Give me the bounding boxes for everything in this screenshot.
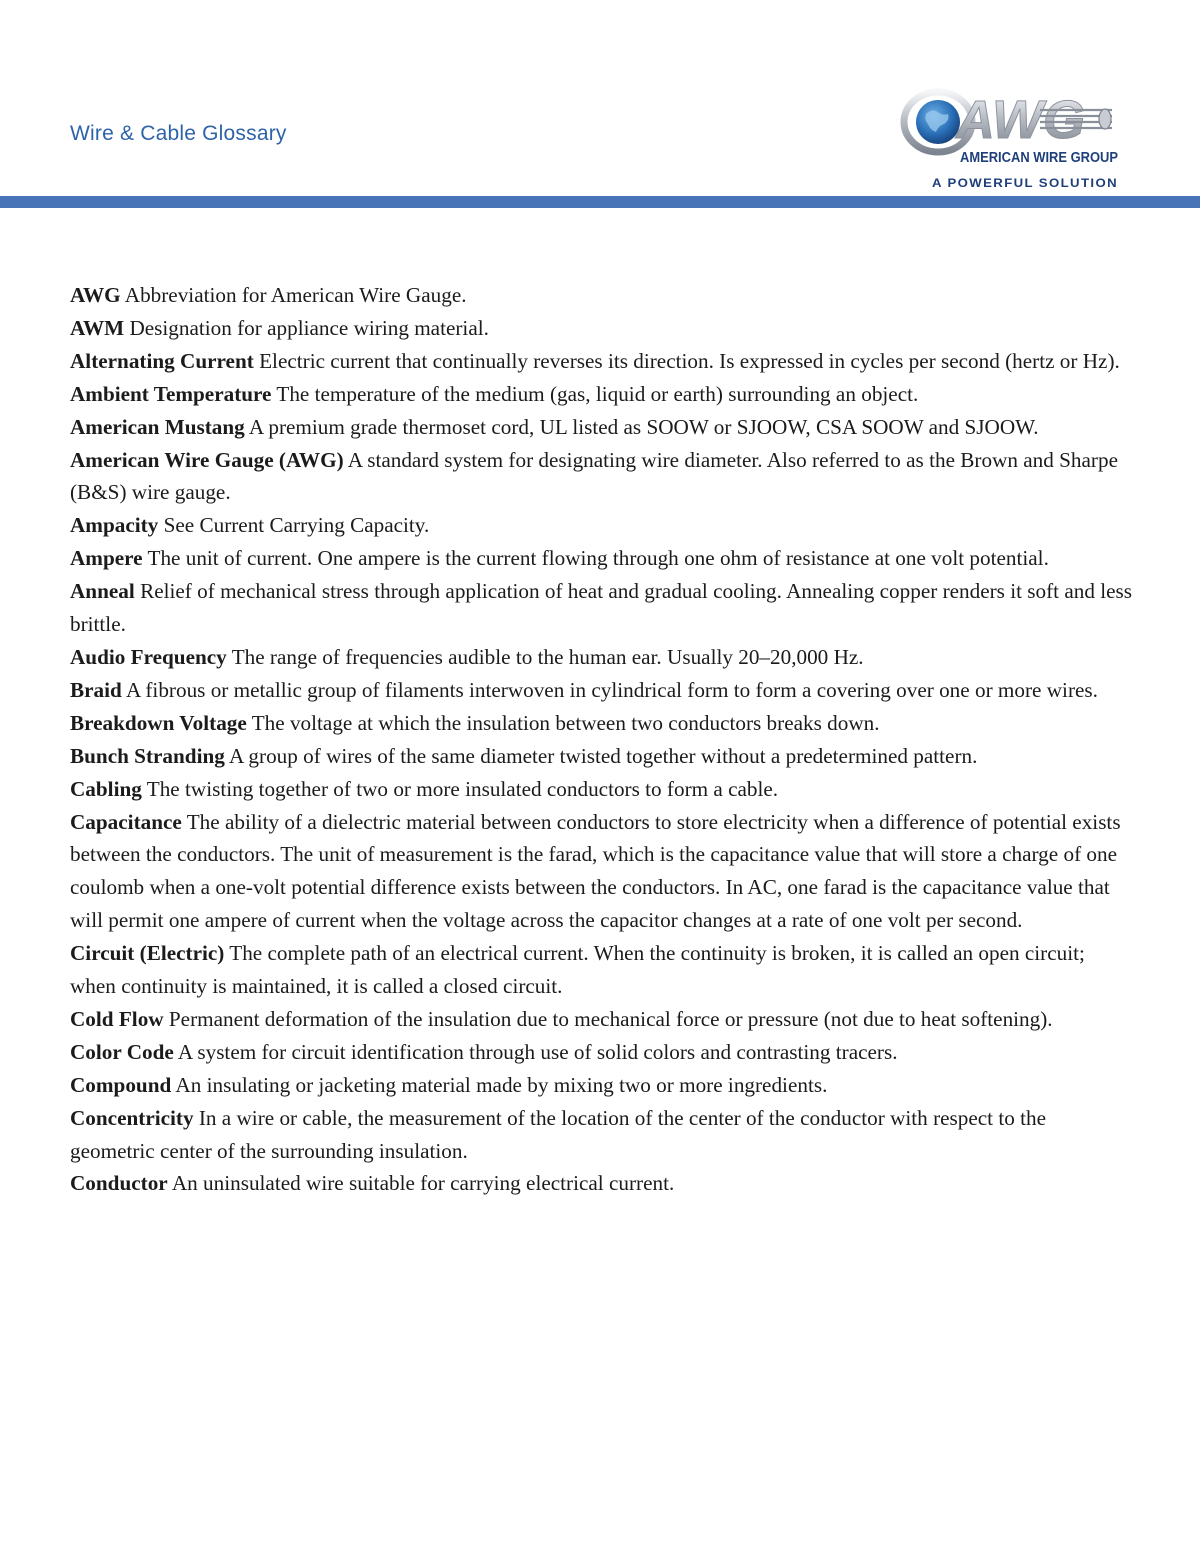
glossary-entry <box>70 378 1136 411</box>
logo-mark-text: AWG <box>956 90 1085 150</box>
glossary-definition: The voltage at which the insulation between two conductors breaks down. <box>251 710 880 735</box>
glossary-term: Conductor <box>70 1171 168 1196</box>
glossary-term: Bunch Stranding <box>70 743 225 768</box>
glossary-definition: A fibrous or metallic group of filaments interwoven in cylindrical form to form a covering over one or more wires. <box>125 677 1098 702</box>
glossary-term: Anneal <box>70 579 135 604</box>
glossary-term: Audio Frequency <box>70 644 227 669</box>
glossary-definition: Permanent deformation of the insulation due to mechanical force or pressure (not due to heat softening). <box>168 1006 1053 1031</box>
glossary-definition: A system for circuit identification through use of solid colors and contrasting tracers. <box>177 1039 898 1064</box>
glossary-definition: Designation for appliance wiring material. <box>129 315 489 340</box>
glossary-entry <box>70 509 1136 542</box>
glossary-entry <box>70 444 1136 510</box>
glossary-entry <box>70 674 1136 707</box>
glossary-entry <box>70 542 1136 575</box>
glossary-entry <box>70 1003 1136 1036</box>
glossary-definition: The twisting together of two or more insulated conductors to form a cable. <box>146 776 779 801</box>
glossary-entry <box>70 641 1136 674</box>
glossary-entry <box>70 740 1136 773</box>
glossary-term: Cabling <box>70 776 142 801</box>
glossary-entry <box>70 575 1136 641</box>
glossary-definition: Relief of mechanical stress through application of heat and gradual cooling. Annealing copper renders it soft and less brittle. <box>70 579 1133 637</box>
glossary-entry <box>70 312 1136 345</box>
page-title: Wire & Cable Glossary <box>70 122 287 145</box>
glossary-entry <box>70 411 1136 444</box>
glossary-term: Braid <box>70 677 122 702</box>
glossary-term: Color Code <box>70 1039 174 1064</box>
glossary-definition: An uninsulated wire suitable for carrying electrical current. <box>171 1171 675 1196</box>
glossary-definition: The range of frequencies audible to the human ear. Usually 20–20,000 Hz. <box>231 644 864 669</box>
glossary-term: Capacitance <box>70 809 182 834</box>
glossary-term: American Mustang <box>70 414 245 439</box>
glossary-definition: A standard system for designating wire diameter. Also referred to as the Brown and Sharpe (B&S) wire gauge. <box>70 447 1118 505</box>
glossary-definition: The complete path of an electrical current. When the continuity is broken, it is called an open circuit; when continuity is maintained, it is called a closed circuit. <box>70 941 1085 999</box>
glossary-term: Alternating Current <box>70 348 254 373</box>
glossary-term: AWM <box>70 315 125 340</box>
glossary-entry <box>70 773 1136 806</box>
glossary-definition: The unit of current. One ampere is the current flowing through one ohm of resistance at one volt potential. <box>147 546 1049 571</box>
glossary-term: Ambient Temperature <box>70 381 272 406</box>
glossary-definition: A premium grade thermoset cord, UL listed as SOOW or SJOOW, CSA SOOW and SJOOW. <box>248 414 1039 439</box>
glossary-term: Ampere <box>70 546 143 571</box>
glossary-term: American Wire Gauge (AWG) <box>70 447 344 472</box>
glossary-definition: Abbreviation for American Wire Gauge. <box>124 283 467 307</box>
awg-logo <box>898 80 1122 192</box>
logo-tagline: A POWERFUL SOLUTION <box>932 178 1118 190</box>
glossary-term: Concentricity <box>70 1105 194 1130</box>
glossary-definition: See Current Carrying Capacity. <box>163 513 430 538</box>
glossary-entry <box>70 345 1136 378</box>
glossary-entry <box>70 1167 1136 1200</box>
glossary-definition: The ability of a dielectric material between conductors to store electricity when a difference of potential exists between the conductors. The unit of measurement is the farad, which is the capacitance value that will store a charge of one coulomb when a one-volt potential difference exists between the conductors. In AC, one farad is the capacitance value that will permit one ampere of current when the voltage across the capacitor changes at a rate of one volt per second. <box>70 809 1121 933</box>
glossary-entry <box>70 707 1136 740</box>
glossary-entry <box>70 937 1136 1003</box>
glossary-entry <box>70 279 1136 312</box>
glossary-term: Compound <box>70 1072 172 1097</box>
glossary-entry <box>70 1036 1136 1069</box>
glossary-definition: In a wire or cable, the measurement of the location of the center of the conductor with respect to the geometric center of the surrounding insulation. <box>70 1105 1047 1163</box>
glossary-definition: The temperature of the medium (gas, liquid or earth) surrounding an object. <box>276 381 919 406</box>
glossary-term: Cold Flow <box>70 1006 164 1031</box>
glossary-entry <box>70 1069 1136 1102</box>
header-divider <box>0 196 1200 208</box>
glossary-entry <box>70 1102 1136 1168</box>
glossary-definition: Electric current that continually reverses its direction. Is expressed in cycles per second (hertz or Hz). <box>259 348 1120 373</box>
glossary-term: AWG <box>70 283 121 307</box>
glossary-definition: A group of wires of the same diameter twisted together without a predetermined pattern. <box>229 743 978 768</box>
logo-company-name: AMERICAN WIRE GROUP <box>960 150 1119 166</box>
glossary-term: Circuit (Electric) <box>70 941 225 966</box>
glossary-definition: An insulating or jacketing material made by mixing two or more ingredients. <box>175 1072 828 1097</box>
glossary-term: Breakdown Voltage <box>70 710 247 735</box>
glossary-list <box>70 279 1136 1200</box>
glossary-entry <box>70 806 1136 938</box>
glossary-term: Ampacity <box>70 513 159 538</box>
